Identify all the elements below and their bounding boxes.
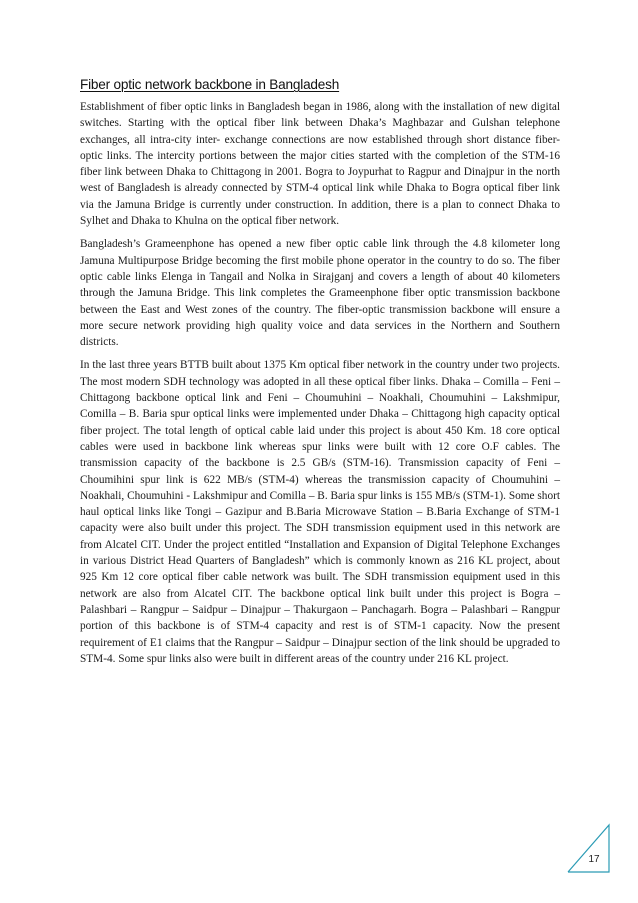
page-number: 17 <box>588 854 600 865</box>
paragraph: In the last three years BTTB built about 1375 Km optical fiber network in the country under two projects. The most modern SDH technology was adopted in all these optical fiber links. Dhaka – Comilla – Feni – Chittagong backbone optical link and Feni – Choumuhini – Noakhali, Choumuhini – Lakshmipur, Comilla – B. Baria spur optical links were implemented under Dhaka – Chittagong high capacity optical fiber project. The total length of optical cable laid under this project is about 450 Km. 18 core optical cables were used in backbone link whereas spur links were built with 12 core O.F cables. The transmission capacity of the backbone is 2.5 GB/s (STM-16). Transmission capacity of Feni – Choumihini spur link is 622 MB/s (STM-4) whereas the transmission capacity of Choumuhini – Noakhali, Choumuhini - Lakshmipur and Comilla – B. Baria spur links is 155 MB/s (STM-1). Some short haul optical links like Tongi – Gazipur and B.Baria Microwave Station – B.Baria Exchange of STM-1 capacity were also built under this project. The SDH transmission equipment used in this network are from Alcatel CIT. Under the project entitled “Installation and Expansion of Digital Telephone Exchanges in various District Head Quarters of Bangladesh” which is commonly known as 216 KL project, about 925 Km 12 core optical fiber cable network was built. The SDH transmission equipment used in this network are also from Alcatel CIT. The backbone optical link built under this project is Bogra – Palashbari – Rangpur – Saidpur – Dinajpur – Thakurgaon – Panchagarh. Bogra – Palashbari – Rangpur portion of this backbone is of STM-4 capacity and rest is of STM-1 capacity. Now the present requirement of E1 claims that the Rangpur – Saidpur – Dinajpur section of the link should be upgraded to STM-4. Some spur links also were built in different areas of the country under 216 KL project. <box>80 359 560 665</box>
page-number-badge <box>566 823 610 873</box>
paragraph: Establishment of fiber optic links in Bangladesh began in 1986, along with the installation of new digital switches. Starting with the optical fiber link between Dhaka’s Maghbazar and Gulshan telephone exchanges, all intra-city inter- exchange connections are now established through short distance fiber-optic links. The intercity portions between the major cities started with the completion of the STM-16 fiber link between Dhaka to Chittagong in 2001. Bogra to Joypurhat to Ragpur and Dinajpur in the north west of Bangladesh is already connected by STM-4 optical link while Dhaka to Bogra optical fiber link via the Jamuna Bridge is currently under construction. In addition, there is a plan to connect Dhaka to Sylhet and Dhaka to Khulna on the optical fiber network. <box>80 101 560 228</box>
triangle-badge-icon <box>566 823 610 873</box>
body-text <box>80 99 560 674</box>
paragraph: Bangladesh’s Grameenphone has opened a new fiber optic cable link through the 4.8 kilometer long Jamuna Multipurpose Bridge becoming the first mobile phone operator in the country to do so. The fiber optic cable links Elenga in Tangail and Nolka in Sirajganj and covers a length of about 40 kilometers through the Jamuna Bridge. This link completes the Grameenphone fiber optic transmission backbone between the East and West zones of the country. The fiber-optic transmission backbone will ensure a more secure network providing high quality voice and data services in the Northern and Southern districts. <box>80 238 560 349</box>
section-heading: Fiber optic network backbone in Bangladesh <box>80 77 340 92</box>
